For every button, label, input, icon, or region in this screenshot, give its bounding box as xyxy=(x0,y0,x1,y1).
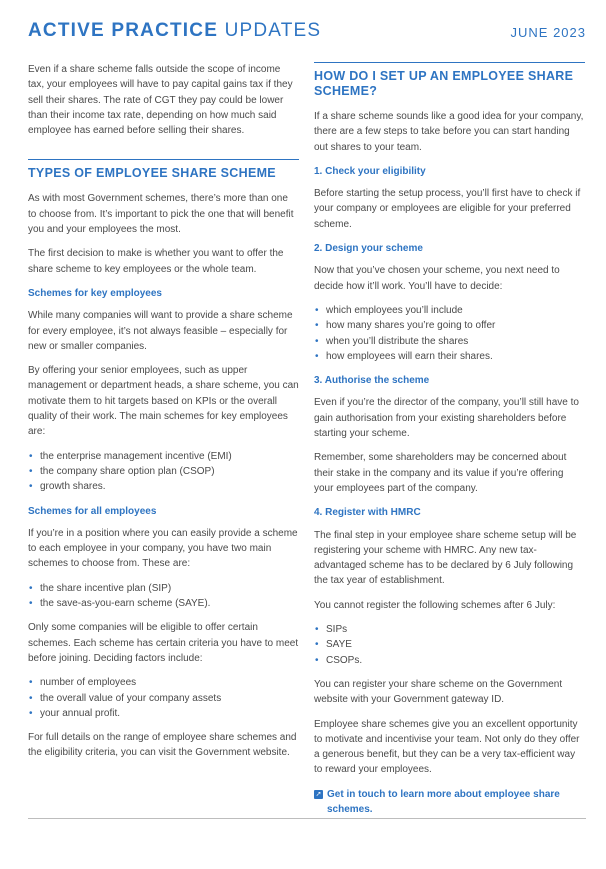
issue-date: JUNE 2023 xyxy=(510,25,586,40)
step-1-heading: 1. Check your eligibility xyxy=(314,165,426,177)
key-paragraph-2: By offering your senior employees, such as upper management or department heads, a share scheme, you can motivate them to hit targets based on KPIs or the overall quality of their work. The main schemes for key employees are: xyxy=(28,365,299,438)
section-title-setup: HOW DO I SET UP AN EMPLOYEE SHARE SCHEME? xyxy=(314,62,585,99)
left-column xyxy=(28,62,299,770)
list-item: • growth shares. xyxy=(28,479,299,494)
step-4-paragraph-1: The final step in your employee share scheme setup will be registering your scheme with HMRC. Any new tax-advantaged scheme has to be declared by 6 July following the tax year of establishment. xyxy=(314,529,577,587)
list-item: • number of employees xyxy=(28,675,299,690)
all-paragraph-3: For full details on the range of employee share schemes and the eligibility criteria, you can visit the Government website. xyxy=(28,732,297,759)
list-item: • which employees you’ll include xyxy=(314,303,585,318)
newsletter-title-light: UPDATES xyxy=(224,20,322,41)
all-paragraph-2: Only some companies will be eligible to offer certain schemes. Each scheme has certain criteria you have to meet before joining. Deciding factors include: xyxy=(28,622,299,664)
list-item: • the enterprise management incentive (EMI) xyxy=(28,449,299,464)
contact-cta-label: Get in touch to learn more about employee share schemes. xyxy=(327,788,560,815)
arrow-link-icon: ➚ xyxy=(315,790,322,798)
subheading-key-employees: Schemes for key employees xyxy=(28,287,162,299)
step-4-list xyxy=(314,622,585,668)
list-item: • the company share option plan (CSOP) xyxy=(28,464,299,479)
step-2-paragraph: Now that you’ve chosen your scheme, you next need to decide how it’ll work. You’ll have to decide: xyxy=(314,265,560,292)
deciding-factors-list xyxy=(28,675,299,721)
list-item: • how employees will earn their shares. xyxy=(314,349,585,364)
step-4-heading: 4. Register with HMRC xyxy=(314,507,421,519)
types-paragraph-2: The first decision to make is whether you want to offer the share scheme to key employees or the whole team. xyxy=(28,248,284,275)
list-item: • the save-as-you-earn scheme (SAYE). xyxy=(28,596,299,611)
list-item: • your annual profit. xyxy=(28,706,299,721)
newsletter-title-bold: ACTIVE PRACTICE xyxy=(28,20,219,41)
all-schemes-list xyxy=(28,581,299,612)
contact-cta-link[interactable] xyxy=(314,787,585,818)
step-2-list xyxy=(314,303,585,364)
newsletter-title xyxy=(28,20,321,42)
key-schemes-list xyxy=(28,449,299,495)
closing-paragraph: Employee share schemes give you an excellent opportunity to motivate and incentivise your team. Not only do they offer a generous benefit, but they can be a very tax-efficient way to reward your employees. xyxy=(314,718,580,776)
page-header xyxy=(28,20,586,44)
list-item: • CSOPs. xyxy=(314,653,585,668)
step-4-paragraph-3: You can register your share scheme on the Government website with your Government gateway ID. xyxy=(314,678,563,706)
right-column xyxy=(314,62,585,817)
list-item: • SAYE xyxy=(314,637,585,652)
section-title-types: TYPES OF EMPLOYEE SHARE SCHEME xyxy=(28,159,299,181)
step-3-paragraph-1: Even if you’re the director of the company, you’ll still have to gain authorisation from your existing shareholders before starting your scheme. xyxy=(314,397,579,440)
list-item: • SIPs xyxy=(314,622,585,637)
step-3-paragraph-2: Remember, some shareholders may be concerned about their stake in the company and its value if you’re offering your employees part of the company. xyxy=(314,452,567,494)
footer-divider xyxy=(28,818,586,819)
list-item: • how many shares you’re going to offer xyxy=(314,318,585,333)
intro-paragraph: Even if a share scheme falls outside the scope of income tax, your employees will have to pay capital gains tax if they sell their shares. The rate of CGT they pay could be lower than their income tax rate, depending on how much said employee has earned before selling their shares. xyxy=(28,64,293,137)
subheading-all-employees: Schemes for all employees xyxy=(28,505,157,517)
all-paragraph-1: If you’re in a position where you can easily provide a scheme to each employee in your company, you have two main schemes to choose from. These are: xyxy=(28,527,298,570)
key-paragraph-1: While many companies will want to provide a share scheme for every employee, it’s not always feasible – especially for new or smaller companies. xyxy=(28,310,293,352)
setup-paragraph: If a share scheme sounds like a good idea for your company, there are a few steps to take before you can start handing out shares to your team. xyxy=(314,111,584,153)
list-item: • when you’ll distribute the shares xyxy=(314,334,585,349)
step-3-heading: 3. Authorise the scheme xyxy=(314,375,430,387)
step-4-paragraph-2: You cannot register the following schemes after 6 July: xyxy=(314,599,556,611)
step-2-heading: 2. Design your scheme xyxy=(314,243,423,255)
types-paragraph-1: As with most Government schemes, there’s more than one to choose from. It’s important to pick the one that will benefit you and your employees the most. xyxy=(28,193,294,236)
list-item: • the overall value of your company assets xyxy=(28,691,299,706)
list-item: • the share incentive plan (SIP) xyxy=(28,581,299,596)
step-1-paragraph: Before starting the setup process, you’ll first have to check if your company or employees are eligible for your preferred scheme. xyxy=(314,188,581,230)
